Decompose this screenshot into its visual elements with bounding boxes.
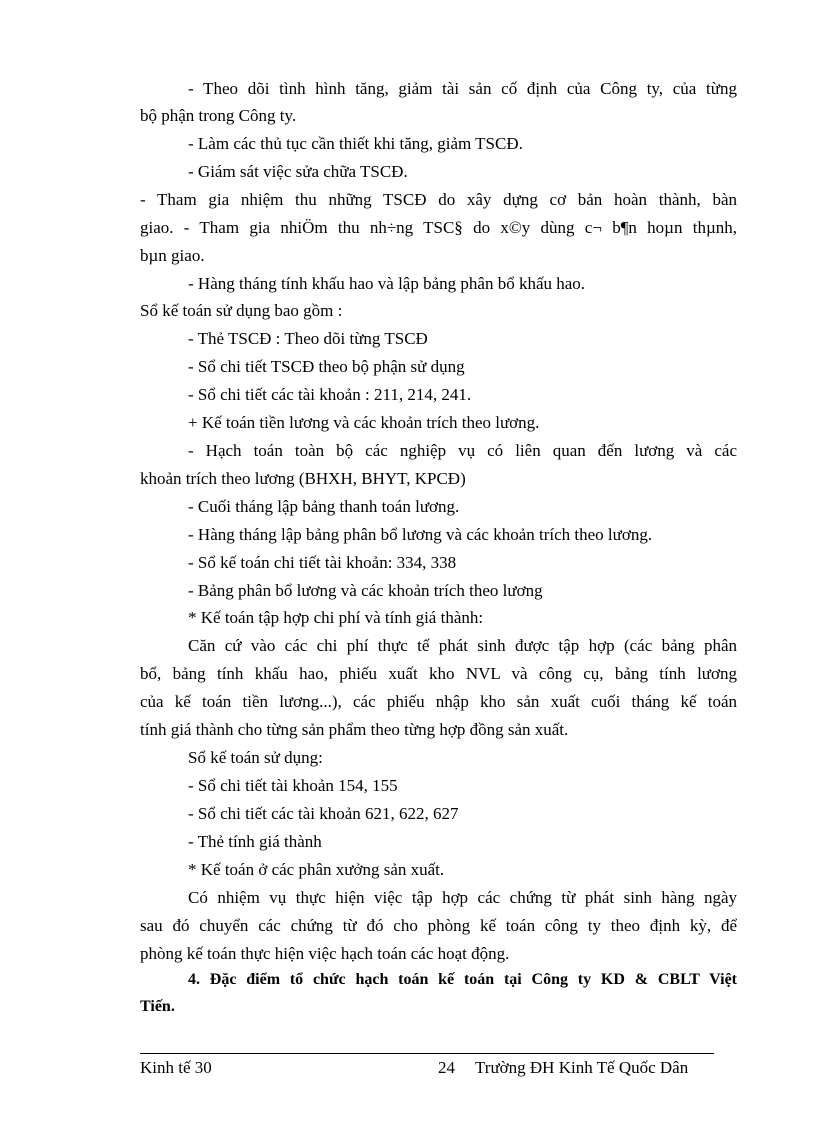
footer-right: Trường ĐH Kinh Tế Quốc Dân [475,1058,689,1077]
text-line: - Bảng phân bổ lương và các khoản trích theo lương [188,581,543,600]
text-line: Có nhiệm vụ thực hiện việc tập hợp các chứng từ phát sinh hàng ngày [188,888,737,907]
text-line: phòng kế toán thực hiện việc hạch toán các hoạt động. [140,944,510,963]
text-line: của kế toán tiền lương...), các phiếu nhập kho sản xuất cuối tháng kế toán [140,692,737,711]
text-line: Sổ kế toán sử dụng bao gồm : [140,301,343,320]
text-line: - Giám sát việc sửa chữa TSCĐ. [188,162,408,181]
text-line: - Sổ chi tiết các tài khoản 621, 622, 627 [188,804,459,823]
section-heading-continued: Tiến. [140,998,175,1015]
footer-left: Kinh tế 30 [140,1058,212,1077]
text-line: bộ phận trong Công ty. [140,106,297,125]
footer-rule [140,1053,714,1054]
text-line: Căn cứ vào các chi phí thực tế phát sinh được tập hợp (các bảng phân [188,636,737,655]
text-line: Sổ kế toán sử dụng: [188,748,323,767]
text-line: - Hàng tháng lập bảng phân bổ lương và các khoản trích theo lương. [188,525,653,544]
text-line: - Hàng tháng tính khấu hao và lập bảng phân bổ khấu hao. [188,274,586,293]
text-line: + Kế toán tiền lương và các khoản trích theo lương. [188,413,540,432]
text-line: * Kế toán tập hợp chi phí và tính giá thành: [188,608,484,627]
text-line: - Sổ chi tiết các tài khoản : 211, 214, 241. [188,385,472,404]
text-line: - Sổ chi tiết TSCĐ theo bộ phận sử dụng [188,357,465,376]
text-line: bµn giao. [140,246,205,265]
text-line: - Theo dõi tình hình tăng, giảm tài sản cố định của Công ty, của từng [188,79,737,98]
section-heading: 4. Đặc điểm tổ chức hạch toán kế toán tại Công ty KD & CBLT Việt [188,971,737,988]
text-line: tính giá thành cho từng sản phẩm theo từng hợp đồng sản xuất. [140,720,569,739]
text-line: - Sổ chi tiết tài khoản 154, 155 [188,776,398,795]
page-number: 24 [438,1058,455,1077]
text-line: - Tham gia nhiệm thu những TSCĐ do xây dựng cơ bản hoàn thành, bàn [140,190,737,209]
text-line: sau đó chuyển các chứng từ đó cho phòng kế toán công ty theo định kỳ, để [140,916,737,935]
text-line: - Hạch toán toàn bộ các nghiệp vụ có liên quan đến lương và các [188,441,737,460]
text-line: - Thẻ tính giá thành [188,832,322,851]
text-line: - Làm các thủ tục cần thiết khi tăng, giảm TSCĐ. [188,134,523,153]
text-line: khoản trích theo lương (BHXH, BHYT, KPCĐ) [140,469,466,488]
text-line: * Kế toán ở các phân xưởng sản xuất. [188,860,445,879]
text-line: bổ, bảng tính khấu hao, phiếu xuất kho NVL và công cụ, bảng tính lương [140,664,737,683]
text-line: giao. - Tham gia nhiÖm thu nh÷ng TSC§ do x©y dùng c¬ b¶n hoµn thµnh, [140,218,737,237]
text-line: - Cuối tháng lập bảng thanh toán lương. [188,497,460,516]
text-line: - Sổ kế toán chi tiết tài khoản: 334, 338 [188,553,457,572]
text-line: - Thẻ TSCĐ : Theo dõi từng TSCĐ [188,329,428,348]
